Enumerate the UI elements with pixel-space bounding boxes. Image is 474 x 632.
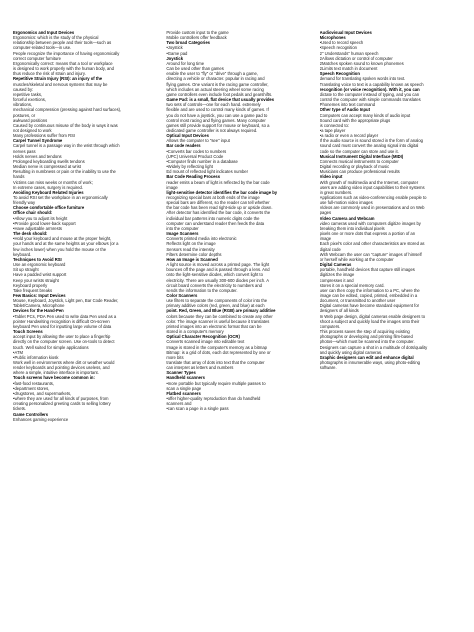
text-line: Many professions suffer from RSI [13, 133, 76, 139]
text-line: Can be used other than games [166, 66, 224, 72]
text-line: Converts printed media into electronic [166, 236, 237, 242]
text-line: muscles/skeletal and nervous systems that may be [13, 81, 108, 87]
text-line: users are adding video input capabilities to their systems [319, 184, 425, 190]
heading-line: Joystick [166, 55, 184, 61]
text-line: Ed mount of reflected light indicates number [166, 169, 249, 175]
text-line: video cameras used with computers digitize images by [319, 220, 421, 226]
text-line: special bars are different, so the reader can tell whether [166, 200, 270, 206]
text-line: the bar code has been read right-side up or upside down. [166, 205, 273, 211]
text-line: With growth of multimedia and the Internet, computer [319, 179, 419, 185]
text-line: forceful exertions, [13, 97, 47, 103]
text-line: pixels one or more dots that express a portion of an [319, 231, 416, 237]
heading-line: point. Red, Green, and Blue (RGB) are primary additive [166, 308, 276, 314]
heading-line: Flatbed scanners [166, 390, 201, 396]
text-line: colors because they can be combined to create any other [166, 313, 273, 319]
text-line: •more portable but typically require multiple passes to [166, 380, 266, 386]
text-line: dictate to the computer instead of typing, and you can [319, 91, 420, 97]
heading-line: Handheld scanners [166, 375, 205, 381]
text-column-1 [13, 30, 157, 632]
text-line: render keyboards and pointing devices useless, and [13, 365, 110, 371]
text-line: •Allow you to adjust its height [13, 215, 68, 221]
text-line: color. The image scanner is useful because it translates [166, 318, 270, 324]
text-line: Translating voice to text is a capability known as speech [319, 81, 424, 87]
text-line: Digital recording or playback of music [319, 164, 390, 170]
text-line: •Game pad [166, 50, 188, 56]
text-line: image [166, 184, 178, 190]
text-line: awkward positions [13, 117, 48, 123]
text-line: and quickly using digital cameras. [319, 349, 383, 355]
text-line: Converts scanned image into editable text [166, 339, 245, 345]
text-line: Sensors read the intensity [166, 246, 215, 252]
text-line: individual bar patterns into numeric digits code the [166, 215, 260, 221]
text-line: 2Allows dictation or control of computer [319, 55, 393, 61]
text-line: Phonemes into text command [319, 102, 376, 108]
heading-line: Video Camera and Webcam [319, 215, 375, 221]
text-line: Applications such as video-conferencing enable people to [319, 195, 427, 200]
text-line: Mobile controllers offer feedback [166, 35, 227, 41]
text-line: shoot a subject and quickly load the images onto their [319, 318, 420, 324]
text-line: image [319, 236, 332, 242]
text-line: your hands and at the same heights as your elbows (or a [13, 241, 119, 247]
text-line: circuit board converts the electricity to numbers and [166, 282, 262, 288]
text-line: sends the information to the computer. [166, 287, 238, 293]
text-line: •where they are used for all kinds of purposes, from [13, 396, 109, 402]
text-line: Bitmap: is a grid of dots, each dot represented by one or [166, 349, 271, 355]
text-line: breaking them into individual pixels [319, 225, 385, 231]
text-line: •Have adjustable armrests [13, 225, 62, 231]
heading-line: Carpel Tunnel Syndrome [13, 138, 63, 144]
text-line: friendly way [13, 200, 36, 206]
text-line: caused by: [13, 86, 34, 92]
text-line: pointer Handwriting recognition is difficult On-screen [13, 318, 110, 324]
text-line: flexible and are used to control many kinds of games. If [166, 107, 269, 113]
text-line: computers. [319, 323, 341, 329]
heading-line: Speech Recognition [319, 71, 360, 77]
heading-line: The desk should: [13, 231, 48, 237]
text-line: games still provide support for mouse or keyboard, so a [166, 122, 270, 128]
text-line: vibrations, [13, 102, 33, 108]
text-line: In extreme cases, surgery is required. [13, 184, 84, 190]
text-line: Prolonged keyboarding swells tendons [13, 158, 85, 164]
text-line: If the audio source is sound stored in the form of analog [319, 138, 424, 144]
text-line: •a tape player [319, 127, 346, 133]
text-line: In Web page design, digital cameras enable designers to [319, 313, 426, 319]
text-line: onto the light-sensitive diodes, which convert light to [166, 272, 263, 278]
text-line: photographs in innumerable ways, using photo-editing [319, 360, 420, 365]
text-line: 2Matches spoken sound to known phonemes [319, 60, 404, 66]
heading-line: light-sensitive detector identifies the bar code image by [166, 189, 278, 195]
text-line: Use an ergonomic keyboard [13, 262, 66, 268]
text-line: which includes an actual steering wheel some racing [166, 86, 264, 92]
text-line: •Tablet PCs, PDA Pen used to write data Pen used as a [13, 313, 117, 319]
text-line: bounces off the page and is passed through a lens. And [166, 267, 270, 273]
text-line: into the computer [166, 225, 199, 231]
text-line: postures, or [13, 112, 36, 118]
text-line: where a simple, intuitive interface is important. [13, 370, 99, 376]
text-line: Sit up straight [13, 267, 39, 273]
text-line: directly on the computer screen. Use on-tools to detect [13, 339, 115, 345]
text-line: more bits [166, 354, 184, 360]
text-line: •Provide good lower-back support [13, 220, 76, 226]
text-line: Carpel tunnel is a passage way in the wrist through which [13, 143, 120, 149]
heading-line: Optical Input Devices [166, 133, 209, 139]
text-line: not designed to work [13, 127, 52, 133]
heading-line: Bar Code Reading Process [166, 174, 221, 180]
text-line: photographs or developing and printing film-based [319, 334, 413, 340]
text-line: Mouse, Keyboard, Joystick, Light pen, Bar Code Reader, [13, 298, 119, 304]
heading-line: Microphones [319, 35, 346, 41]
text-line: Victims can miss weeks or months of work; [13, 179, 93, 185]
heading-line: Game Controllers [13, 411, 49, 417]
text-line: Videos are commonly used in presentations and on Web [319, 205, 425, 211]
text-line: Designers can capture a shot in a multitude of dots/quality [319, 344, 428, 350]
text-line: correct computer furniture [13, 55, 61, 61]
text-line: Caused by continuous misuse of the body in ways it was [13, 122, 118, 128]
text-line: 2Limits text match in document [319, 66, 378, 72]
text-line: printed images into an electronic format that can be [166, 323, 262, 329]
text-line: •ATM [13, 349, 23, 355]
text-line: Keep your wrists straight [13, 277, 59, 283]
text-line: People recognize the importance of having ergonomically [13, 50, 120, 56]
text-line: Provide custom input to the game [166, 30, 229, 35]
text-line: A light source is moved across a printed page. The light [166, 262, 270, 268]
text-line: can interpret as letters and numbers [166, 365, 234, 371]
text-line: use full-motion video images [319, 200, 373, 206]
text-line: document, or transmitted to another user [319, 298, 396, 304]
text-line: •Hold your keyboard and mouse at the proper height, [13, 236, 112, 242]
text-line: This process saves the step of acquiring existing [319, 329, 410, 335]
text-line: Median nerve is compressed at wrist [13, 164, 81, 170]
text-line: code so the computer can store and use it. [319, 148, 399, 154]
heading-line: Techniques to Avoid RSI [13, 256, 62, 262]
heading-line: Musical Instrument Digital Interface (MIDI) [319, 153, 404, 159]
heading-line: Other type of Audio Input [319, 107, 370, 113]
heading-line: Optical Character Recognition (OCR) [166, 334, 240, 340]
text-line: computer can understand reader then feeds the data [166, 220, 265, 226]
heading-line: Audiovisual Input Devices [319, 30, 372, 35]
heading-line: Choose comfortable office furniture [13, 205, 85, 211]
text-line: Enhances gaming experience [13, 416, 69, 422]
text-line: Allows the computer to "see" input [166, 138, 230, 144]
heading-line: Bar code readers [166, 143, 201, 149]
text-line: •offer higher-quality reproduction than do handheld [166, 396, 261, 402]
heading-line: recognition (or voice recognition). With it, you can [319, 86, 420, 92]
text-line: primary additive colors (red, green, and blue) at each [166, 303, 265, 309]
text-line: •Computer finds number in a database [166, 158, 238, 164]
text-line: •Public information kiosk [13, 354, 59, 360]
text-line: Take frequent breaks [13, 287, 53, 293]
text-line: •can scan a page in a single pass [166, 406, 229, 412]
heading-line: Office chair should: [13, 210, 53, 216]
text-line: electricity. There are usually 300-600 diodes per inch. A [166, 277, 270, 283]
text-line: designers of all kinds [319, 308, 359, 314]
heading-line: Video input [319, 174, 343, 180]
text-line: control most racing and flying games. Many computer [166, 117, 266, 123]
heading-line: Game Pad: is a small, flat device that usually provides [166, 97, 275, 103]
text-line: Musicians can produce professional results [319, 169, 400, 175]
heading-line: Few Basics: Input Devices [13, 292, 66, 298]
text-line: repetitive tasks, [13, 91, 43, 97]
text-line: Have a padded wrist support [13, 272, 67, 278]
text-line: Filters determine color depths [166, 251, 222, 257]
text-line: pages [319, 210, 332, 216]
text-line: To avoid RSI set the workplace in an ergonomically [13, 195, 108, 200]
heading-line: Graphic designers can edit and enhance digital [319, 354, 414, 360]
text-line: 2" Understands" human speech [319, 50, 379, 56]
text-line: After detector has identified the bar code, it converts the [166, 210, 271, 216]
text-line: sound card must convert the analog signal into digital [319, 143, 419, 149]
text-line: tickets. [13, 406, 27, 412]
text-line: •department stores, [13, 385, 50, 391]
text-line: Each pixel's color and other characteristics are stored as [319, 241, 425, 247]
text-line: •Widely by reflecting light [166, 164, 213, 170]
text-line: keyboard Pen used for inputting large volume of data [13, 323, 112, 329]
heading-line: Color Scanners [166, 292, 198, 298]
text-line: software. [319, 365, 337, 371]
text-column-2 [166, 30, 310, 632]
text-line: •Converts bar codes to numbers [166, 148, 227, 154]
text-line: reader emits a beam of light is reflected by the bar code [166, 179, 270, 185]
text-line: creating personalized greeting cards to selling lottery [13, 401, 111, 407]
text-line: directing a vehicle or character. popular in racing and [166, 76, 265, 82]
text-column-3 [320, 30, 464, 632]
text-line: game controllers even include foot pedals and gearshifts. [166, 91, 273, 97]
text-line: With Webcam the user can "capture" images of himself [319, 251, 422, 257]
heading-line: Avoiding Keyboard Related Injuries [13, 189, 84, 195]
text-line: •drugstores, and supermarkets, [13, 390, 72, 396]
text-line: Reflects light on the image [166, 241, 216, 247]
text-line: Ergonomically correct: means that a tool or workplace [13, 60, 113, 66]
text-line: Work well in environments where dirt or weather would [13, 360, 115, 365]
text-line: accept input by allowing the user to place a finger/tip [13, 334, 111, 340]
text-line: Computers can accept many kinds of audio input [319, 112, 411, 118]
text-line: •fast-food restaurants, [13, 380, 55, 386]
text-line: Connects musical instruments to computer [319, 158, 399, 164]
text-line: user can then copy the information to a PC, where the [319, 287, 420, 293]
heading-line: Scanner Types [166, 370, 196, 376]
heading-line: Repetitive Strain Injury (RSI): an injury of the [13, 76, 103, 82]
text-line: stores it on a special memory card. [319, 282, 385, 288]
text-line: image can be edited, copied, printed, embedded in a [319, 292, 418, 298]
text-line: control the computer with simple commands translates [319, 97, 421, 103]
text-line: computer-related tools—in use. [13, 45, 72, 51]
text-line: or herself while working at the computer [319, 256, 394, 262]
heading-line: Image Scanners [166, 231, 199, 237]
text-line: Keyboard properly [13, 282, 48, 288]
text-line: translate that array of dots into text that the computer [166, 360, 265, 365]
text-line: scanners and [166, 401, 192, 407]
text-line: thus reduce the risk of strain and injury. [13, 71, 86, 77]
text-line: nerves pass [13, 148, 36, 154]
text-line: stored in a computer's memory [166, 329, 224, 335]
text-line: demand for translating spoken words into text. [319, 76, 406, 82]
text-line: recognizing special bars at both ends of the image [166, 195, 260, 200]
text-line: you do not have a joystick, you can use a game pad to [166, 112, 268, 118]
heading-line: Digital Cameras [319, 262, 352, 268]
text-line: dedicated game controller is not always required. [166, 127, 258, 133]
text-line: touch. Well suited for simple applications [13, 344, 89, 350]
text-line: is connected to: [319, 122, 349, 128]
heading-line: Touch screens have become common in: [13, 375, 95, 381]
heading-line: Devices for the Hand-Pen [13, 308, 64, 314]
text-line: relationship between people and their tools—such as [13, 40, 112, 46]
text-line: Holds nerves and tendons [13, 153, 62, 159]
text-line: use filters to separate the components of color into the [166, 298, 268, 304]
heading-line: Ergonomics and Input Devices [13, 30, 75, 35]
text-line: Sound card with the appropriate plugs [319, 117, 391, 123]
heading-line: Two broad Categories [166, 40, 210, 46]
text-line: digital code [319, 246, 341, 252]
text-line: enable the user to "fly" or "drive" through a game, [166, 71, 258, 77]
text-line: •Used to record speech [319, 40, 364, 46]
text-line: flying games. One variant is the racing game controller, [166, 81, 269, 87]
text-line: is designed to work properly with the human body, and [13, 66, 114, 72]
text-line: Image is stored in the computer's memory as a bitmap [166, 344, 267, 350]
text-line: compresses it and [319, 277, 354, 283]
text-line: Ergonomics: which is the study of the physical [13, 35, 99, 41]
text-line: Around for long time [166, 60, 205, 66]
text-line: Digital cameras have become standard equipment for [319, 303, 420, 309]
text-line: Resulting in numbness or pain or the inability to use the [13, 169, 116, 175]
text-line: digitizes the image [319, 272, 355, 278]
text-line: mechanical compression (pressing against hard surfaces), [13, 107, 122, 113]
text-line: •Joystick [166, 45, 183, 51]
text-line: keyboard. [13, 251, 32, 257]
text-line: photos—which must be scanned into the computer. [319, 339, 415, 345]
text-line: portable, handheld devices that capture still images [319, 267, 415, 273]
text-line: two sets of controls—one for each hand. extremely [166, 102, 261, 108]
heading-line: How an Image is Scanned [166, 256, 218, 262]
text-line: scan a single page [166, 385, 202, 391]
heading-line: Touch Screens [13, 329, 43, 335]
text-line: (UPC) Universal Product Code [166, 153, 224, 159]
text-line: Tablet/Camera, Microphone [13, 303, 65, 309]
text-line: •a radio or even a record player [319, 133, 379, 139]
text-line: in great numbers. [319, 189, 353, 195]
text-line: •Speech recognition [319, 45, 357, 51]
text-line: few inches lower) when you hold the mouse or the [13, 246, 107, 252]
text-line: hands [13, 174, 25, 180]
